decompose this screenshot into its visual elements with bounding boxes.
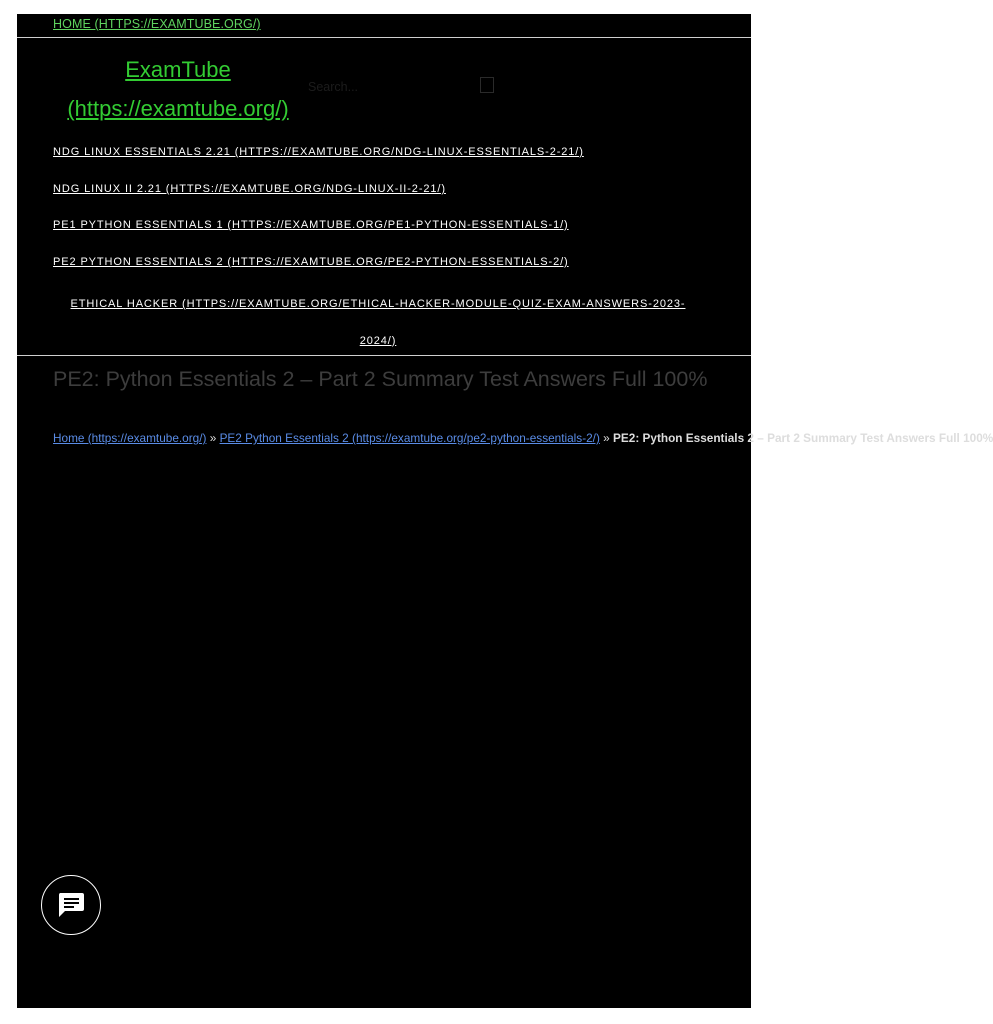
search-input[interactable] <box>307 76 498 98</box>
home-link[interactable]: HOME (HTTPS://EXAMTUBE.ORG/) <box>53 17 261 31</box>
page-title: PE2: Python Essentials 2 – Part 2 Summary Test Answers Full 100% <box>53 367 708 391</box>
breadcrumb-separator: » <box>603 431 610 445</box>
page <box>17 14 993 1008</box>
chat-icon <box>56 891 86 919</box>
site-logo-link[interactable] <box>53 50 303 128</box>
breadcrumb <box>53 431 993 445</box>
top-bar <box>17 14 751 38</box>
nav-item-ndg-linux-ii[interactable]: NDG LINUX II 2.21 (HTTPS://EXAMTUBE.ORG/NDG-LINUX-II-2-21/) <box>53 183 446 195</box>
nav-item-ethical-hacker[interactable]: ETHICAL HACKER (HTTPS://EXAMTUBE.ORG/ETHICAL-HACKER-MODULE-QUIZ-EXAM-ANSWERS-2023-2024/) <box>70 298 686 347</box>
search-icon[interactable] <box>480 77 494 93</box>
nav-item-pe1-python-essentials[interactable]: PE1 PYTHON ESSENTIALS 1 (HTTPS://EXAMTUBE.ORG/PE1-PYTHON-ESSENTIALS-1/) <box>53 219 569 231</box>
nav-item-pe2-python-essentials[interactable]: PE2 PYTHON ESSENTIALS 2 (HTTPS://EXAMTUBE.ORG/PE2-PYTHON-ESSENTIALS-2/) <box>53 256 569 268</box>
breadcrumb-parent-link[interactable]: PE2 Python Essentials 2 (https://examtube.org/pe2-python-essentials-2/) <box>219 431 600 445</box>
breadcrumb-current: PE2: Python Essentials 2 – Part 2 Summary Test Answers Full 100% <box>613 431 993 445</box>
nav-item-ndg-linux-essentials[interactable]: NDG LINUX ESSENTIALS 2.21 (HTTPS://EXAMTUBE.ORG/NDG-LINUX-ESSENTIALS-2-21/) <box>53 146 584 158</box>
breadcrumb-separator: » <box>209 431 217 445</box>
site-url: (https://examtube.org/) <box>67 96 289 121</box>
site-name: ExamTube <box>125 57 231 82</box>
breadcrumb-home-link[interactable]: Home (https://examtube.org/) <box>53 431 207 445</box>
header-divider <box>17 355 751 356</box>
chat-button[interactable] <box>41 875 101 935</box>
